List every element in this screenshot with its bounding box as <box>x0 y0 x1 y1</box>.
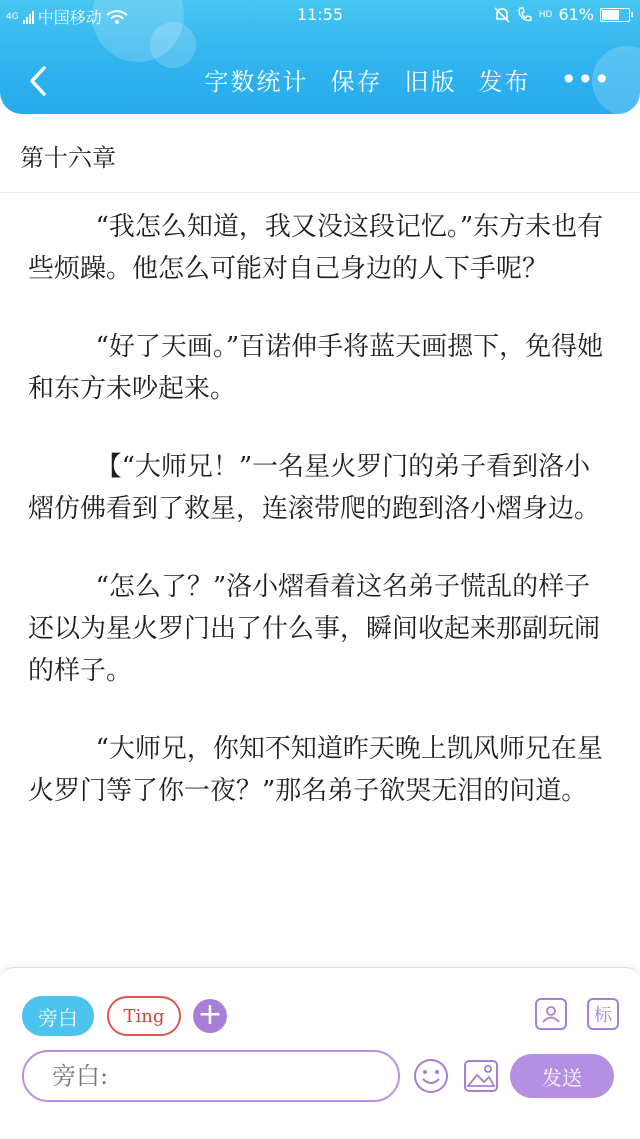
person-glyph-icon <box>540 1003 562 1025</box>
add-role-button[interactable]: + <box>193 999 227 1033</box>
chapter-title[interactable]: 第十六章 <box>20 144 116 172</box>
tag-button[interactable]: 标 <box>587 998 619 1030</box>
toolbar <box>0 56 640 106</box>
status-right <box>493 5 630 24</box>
old-version-button[interactable]: 旧版 <box>404 68 457 96</box>
paragraph: 【“大师兄！”一名星火罗门的弟子看到洛小熠仿佛看到了救星，连滚带爬的跑到洛小熠身边。 <box>28 452 601 524</box>
network-tag: 4G <box>6 11 19 22</box>
battery-fill <box>602 10 619 20</box>
role-chip-ting[interactable]: Ting <box>107 996 181 1036</box>
divider <box>0 192 640 193</box>
word-count-button[interactable]: 字数统计 <box>204 68 309 96</box>
carrier-name: 中国移动 <box>37 8 102 27</box>
paragraph: “我怎么知道，我又没这段记忆。”东方未也有些烦躁。他怎么可能对自己身边的人下手呢？ <box>28 212 604 284</box>
status-bar <box>0 0 640 32</box>
chapter-content[interactable] <box>28 206 608 848</box>
more-button[interactable]: ••• <box>560 62 610 96</box>
image-icon[interactable] <box>463 1058 499 1094</box>
battery-percent: 61% <box>558 5 594 24</box>
top-header <box>0 0 640 114</box>
person-icon[interactable] <box>535 998 567 1030</box>
send-button[interactable]: 发送 <box>510 1054 614 1098</box>
emoji-icon[interactable] <box>413 1058 449 1094</box>
paragraph: “大师兄，你知不知道昨天晚上凯风师兄在星火罗门等了你一夜？”那名弟子欲哭无泪的问道。 <box>28 734 603 806</box>
input-panel <box>0 967 640 1139</box>
battery-icon <box>600 8 630 22</box>
toolbar-actions <box>204 62 610 97</box>
phone-icon <box>517 6 533 24</box>
back-arrow-icon[interactable] <box>22 58 58 104</box>
hd-tag: HD <box>538 9 553 20</box>
paragraph: “怎么了？”洛小熠看着这名弟子慌乱的样子还以为星火罗门出了什么事，瞬间收起来那副玩闹的样子。 <box>28 572 601 686</box>
save-button[interactable]: 保存 <box>330 68 383 96</box>
message-input[interactable] <box>22 1050 400 1102</box>
publish-button[interactable]: 发布 <box>478 68 531 96</box>
mute-bell-icon <box>493 6 511 24</box>
status-time: 11:55 <box>296 5 344 24</box>
role-chip-narrator[interactable]: 旁白 <box>22 996 94 1036</box>
paragraph: “好了天画。”百诺伸手将蓝天画摁下，免得她和东方未吵起来。 <box>28 332 604 404</box>
